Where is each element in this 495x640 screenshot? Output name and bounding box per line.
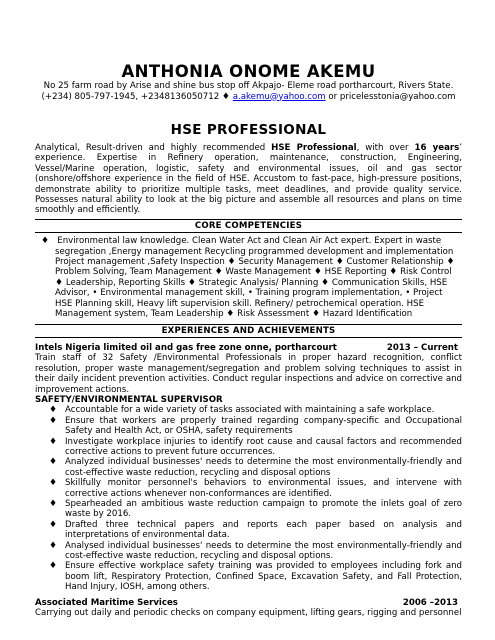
list-item: [35, 437, 462, 458]
job-header: [35, 598, 462, 608]
competency-text: Risk Assessment: [237, 309, 310, 320]
professional-title: HSE PROFESSIONAL: [170, 122, 327, 138]
diamond-icon: ♦: [49, 499, 58, 509]
competency-text: Waste Management: [225, 267, 312, 278]
alt-email: or pricelesstonia@yahoo.com: [328, 91, 456, 102]
job-dates: 2006 –2013: [402, 597, 458, 608]
diamond-icon: ♦: [49, 415, 58, 426]
list-item-text: Drafted three technical papers and reports each paper based on analysis and interpretations of environmental data.: [65, 519, 462, 541]
list-item-text: Analyzed individual businesses' needs to determine the most environmentally-friendly and cost-effective waste reduction, recycling and disposal options: [65, 457, 462, 478]
competency-text: Environmental law knowledge. Clean Water Act and Clean Air Act expert. Expert in waste segregation ,Energy management Recycling programmed development and implementation Project management ,Safety Inspection: [55, 236, 454, 268]
list-item: [35, 499, 462, 520]
diamond-icon: ♦: [41, 236, 50, 247]
diamond-icon: ♦: [321, 277, 330, 288]
diamond-icon: ♦: [49, 436, 58, 447]
email-link[interactable]: a.akemu@yahoo.com: [232, 91, 326, 102]
job-header: [35, 343, 462, 353]
diamond-icon: ♦: [313, 267, 322, 278]
list-item-text: Ensure that workers are properly trained regarding company-specific and Occupational Safety and Health Act, or OSHA, safety requirements: [65, 415, 462, 437]
company-name: Intels Nigeria limited oil and gas free zone onne, portharcourt: [35, 342, 337, 353]
list-item: [35, 457, 462, 478]
core-competencies: [35, 236, 462, 319]
competency-text: Problem Solving, Team Management: [55, 267, 212, 278]
section-heading-experience: EXPERIENCES AND ACHIEVEMENTS: [35, 324, 462, 338]
diamond-icon: ♦: [49, 457, 58, 468]
job-dates: 2013 – Current: [386, 342, 458, 353]
candidate-name: ANTHONIA ONOME AKEMU: [121, 62, 376, 81]
job-summary: Train staff of 32 Safety /Environmental Professionals in proper hazard recognition, conflict resolution, proper waste management/segregation and problem solving techniques to assist in their daily incident prevention activities. Conduct regular inspections and advice on corrective and improvement actions.: [35, 353, 462, 395]
resume-page: [35, 0, 462, 618]
list-item-text: Skillfully monitor personnel's behaviors to environmental issues, and intervene with corrective actions whenever non-conformances are identified.: [65, 478, 462, 499]
list-item-text: Analysed individual businesses' needs to determine the most environmentally-friendly and cost-effective waste reduction, recycling and disposal options.: [65, 540, 462, 562]
competency-text: Customer Relationship: [346, 257, 444, 268]
competency-text: Security Management: [238, 257, 333, 268]
section-heading-core: CORE COMPETENCIES: [35, 219, 462, 233]
summary-bold-2: 16 years: [414, 143, 460, 153]
diamond-icon: ♦: [227, 257, 236, 268]
company-name: Associated Maritime Services: [35, 597, 178, 608]
diamond-icon: ♦: [55, 277, 64, 288]
diamond-icon: ♦: [49, 540, 58, 551]
list-item: [35, 520, 462, 541]
competency-text: HSE Reporting: [324, 267, 387, 278]
list-item-text: Accountable for a wide variety of tasks associated with maintaining a safe workplace.: [65, 405, 435, 416]
diamond-icon: ♦: [335, 257, 344, 268]
competency-text: Communication Skills, HSE Advisor, • Environmental management skill, • Training program implementation, • Project HSE Planning skill, Heavy lift supervision skill. Refinery/ petrochemical operation. HSE Management system, Team Leadership: [55, 277, 448, 320]
diamond-icon: ♦: [311, 309, 321, 320]
diamond-icon: ♦: [446, 257, 455, 268]
diamond-icon: ♦: [214, 267, 223, 278]
list-item: [35, 478, 462, 499]
address-line: No 25 farm road by Arise and shine bus stop off Akpajo- Eleme road portharcourt, Rivers State.: [43, 81, 454, 91]
job-role: SAFETY/ENVIRONMENTAL SUPERVISOR: [35, 394, 223, 405]
list-item: [35, 405, 462, 415]
diamond-icon: ♦: [221, 91, 230, 102]
diamond-icon: ♦: [49, 561, 58, 572]
competency-text: Strategic Analysis/ Planning: [198, 277, 319, 288]
summary-text-1: Analytical, Result-driven and highly recommended: [35, 143, 272, 153]
phone-numbers: (+234) 805-797-1945, +2348136050712: [41, 91, 220, 102]
diamond-icon: ♦: [187, 277, 196, 288]
diamond-icon: ♦: [49, 478, 58, 489]
diamond-icon: ♦: [49, 519, 58, 530]
job-summary: Carrying out daily and periodic checks on company equipment, lifting gears, rigging and personnel: [35, 608, 462, 619]
list-item: [35, 416, 462, 437]
list-item-text: Investigate workplace injuries to identify root cause and causal factors and recommended corrective actions to prevent future occurrences.: [65, 436, 462, 457]
summary-text-3: ’ experience. Expertise in Refinery operation, maintenance, construction, Engineering, Vessel/Marine operation, logistic, safety and environmental issues, oil and gas sector (onshore/offshore experience in the field of HSE. Accustom to fast-pace, high-pressure positions, demonstrate ability to prioritize multiple tasks, meet deadlines, and provide quality service. Possesses natural ability to look at the big picture and assemble all resources and plans on time smoothly and efficiently.: [35, 143, 462, 216]
summary-text-2: , with over: [356, 143, 415, 153]
competency-text: Risk Control: [400, 267, 452, 278]
list-item: [35, 561, 462, 592]
professional-summary: [35, 143, 462, 216]
summary-bold-1: HSE Professional: [271, 143, 357, 153]
competency-text: Leadership, Reporting Skills: [65, 277, 186, 288]
diamond-icon: ♦: [389, 267, 398, 278]
list-item-text: Spearheaded an ambitious waste reduction campaign to promote the inlets goal of zero waste by 2016.: [65, 499, 462, 520]
diamond-icon: ♦: [49, 405, 58, 416]
responsibility-list: [35, 405, 462, 592]
list-item-text: Ensure effective workplace safety training was provided to employees including fork and boom lift, Respiratory Protection, Confined Space, Excavation Safety, and Fall Protection, Hand Injury, IOSH, among others.: [65, 561, 462, 593]
competency-text: Hazard Identification: [322, 309, 413, 320]
diamond-icon: ♦: [226, 309, 235, 320]
list-item: [35, 541, 462, 562]
contact-line: [35, 92, 462, 103]
